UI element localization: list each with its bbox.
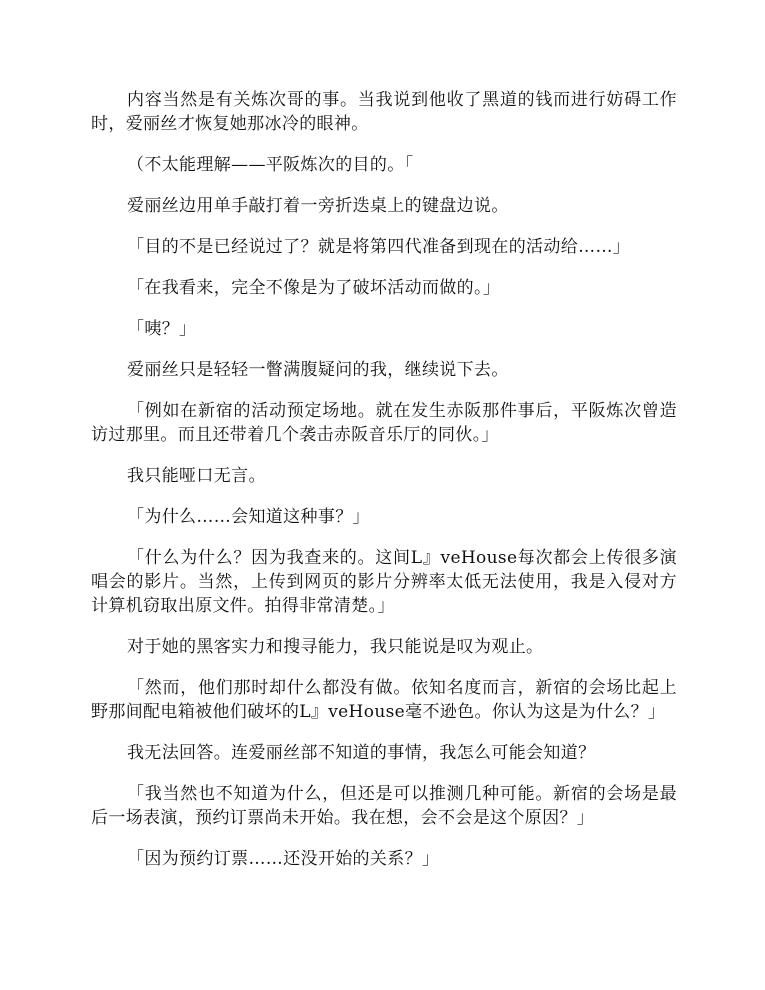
- paragraph: 「为什么……会知道这种事？」: [127, 507, 370, 527]
- paragraph: 「咦？」: [127, 319, 197, 339]
- paragraph: 我无法回答。连爱丽丝部不知道的事情，我怎么可能会知道？: [127, 743, 596, 763]
- paragraph: 爱丽丝只是轻轻一瞥满腹疑问的我，继续说下去。: [127, 360, 509, 380]
- paragraph: 对于她的黑客实力和搜寻能力，我只能说是叹为观止。: [127, 637, 544, 657]
- paragraph: 爱丽丝边用单手敲打着一旁折迭桌上的键盘边说。: [127, 196, 509, 216]
- paragraph: 「目的不是已经说过了？就是将第四代准备到现在的活动给……」: [127, 237, 631, 257]
- paragraph: 内容当然是有关炼次哥的事。当我说到他收了黑道的钱而进行妨碍工作时，爱丽丝才恢复她那冰冷的眼神。: [91, 90, 677, 134]
- paragraph: 「然而，他们那时却什么都没有做。依知名度而言，新宿的会场比起上野那间配电箱被他们破坏的L』veHouse毫不逊色。你认为这是为什么？」: [91, 678, 677, 722]
- paragraph: 「例如在新宿的活动预定场地。就在发生赤阪那件事后，平阪炼次曾造访过那里。而且还带着几个袭击赤阪音乐厅的同伙。」: [91, 401, 677, 445]
- paragraph: 「在我看来，完全不像是为了破坏活动而做的。」: [127, 278, 501, 298]
- paragraph: 「什么为什么？因为我查来的。这间L』veHouse每次都会上传很多演唱会的影片。当然，上传到网页的影片分辨率太低无法使用，我是入侵对方计算机窃取出原文件。拍得非常清楚。」: [91, 548, 677, 616]
- paragraph: 「我当然也不知道为什么，但还是可以推测几种可能。新宿的会场是最后一场表演，预约订票尚未开始。我在想，会不会是这个原因？」: [91, 784, 677, 828]
- paragraph: 我只能哑口无言。: [127, 466, 266, 486]
- paragraph: 「因为预约订票……还没开始的关系？」: [127, 849, 440, 869]
- paragraph: （不太能理解——平阪炼次的目的。「: [127, 155, 414, 175]
- document-page: [91, 88, 677, 888]
